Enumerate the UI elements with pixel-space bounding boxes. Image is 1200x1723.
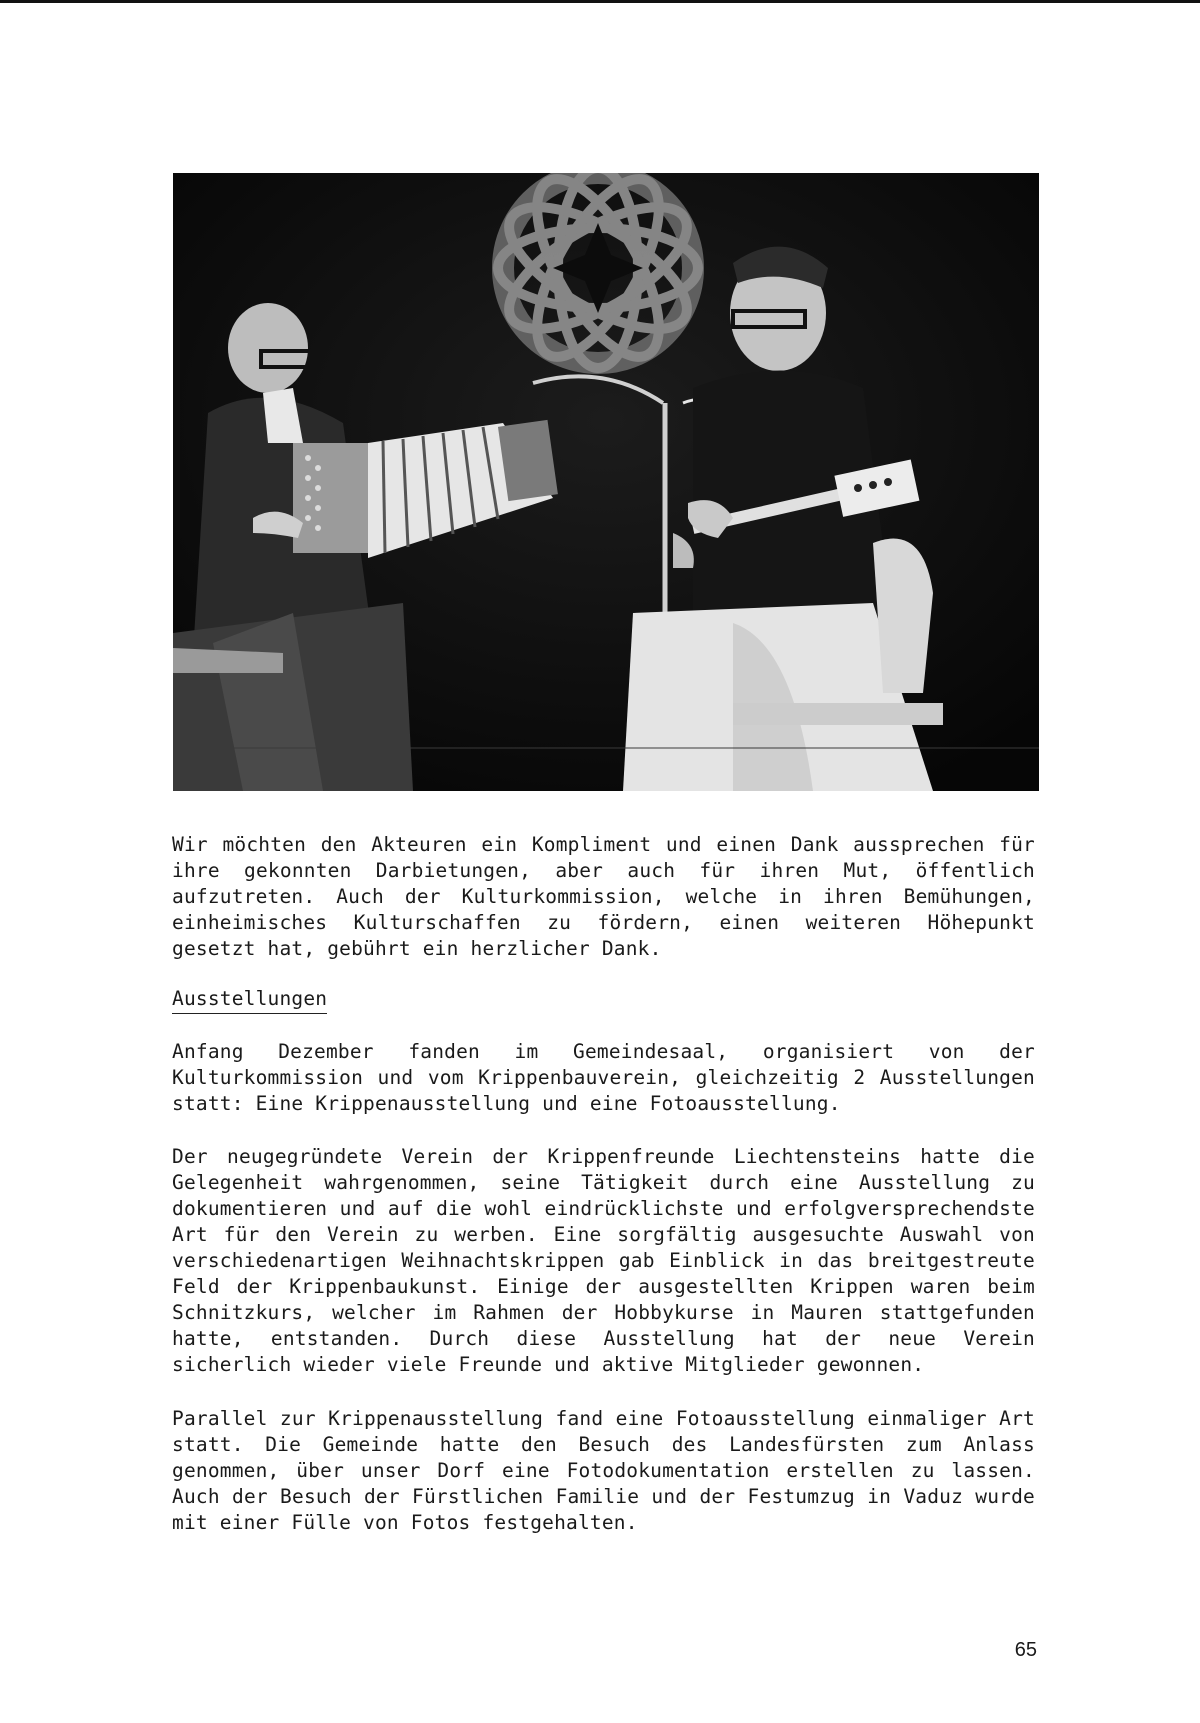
paragraph-text: Anfang Dezember fanden im Gemeindesaal, organisiert von der Kulturkommission und vom Krippenbauverein, gleichzeitig 2 Ausstellungen statt: Eine Krippenausstellung und eine Fotoausstellung. — [172, 1040, 1035, 1115]
paragraph-text: Wir möchten den Akteuren ein Kompliment und einen Dank aussprechen für ihre gekonnten Darbietungen, aber auch für ihren Mut, öffentlich aufzutreten. Auch der Kulturkommission, welche in ihren Bemühungen, einheimisches Kulturschaffen zu fördern, einen weiteren Höhepunkt gesetzt hat, gebührt ein herzlicher Dank. — [172, 833, 1035, 960]
page-number: 65 — [1014, 1639, 1037, 1661]
paragraph-text: Der neugegründete Verein der Krippenfreunde Liechtensteins hatte die Gelegenheit wahrgenommen, seine Tätigkeit durch eine Ausstellung zu dokumentieren und auf die wohl eindrücklichste und erfolgversprechendste Art für den Verein zu werben. Eine sorgfältig ausgesuchte Auswahl von verschiedenartigen Weihnachtskrippen gab Einblick in das breitgestreute Feld der Krippenbaukunst. Einige der ausgestellten Krippen waren beim Schnitzkurs, welcher im Rahmen der Hobbykurse in Mauren stattgefunden hatte, entstanden. Durch diese Ausstellung hat der neue Verein sicherlich wieder viele Freunde und aktive Mitglieder gewonnen. — [172, 1145, 1035, 1376]
paragraph-photo-exhibition — [172, 1406, 1035, 1536]
paragraph-thanks — [172, 832, 1035, 962]
paragraph-exhibitions-intro — [172, 1039, 1035, 1117]
heading-ausstellungen: Ausstellungen — [172, 986, 327, 1014]
section-heading — [172, 986, 1035, 1014]
musicians-photo — [173, 173, 1039, 791]
top-border-rule — [0, 0, 1200, 3]
paragraph-text: Parallel zur Krippenausstellung fand eine Fotoausstellung einmaliger Art statt. Die Gemeinde hatte den Besuch des Landesfürsten zum Anlass genommen, über unser Dorf eine Fotodokumentation erstellen zu lassen. Auch der Besuch der Fürstlichen Familie und der Festumzug in Vaduz wurde mit einer Fülle von Fotos festgehalten. — [172, 1407, 1035, 1534]
paragraph-crib-association — [172, 1144, 1035, 1378]
photo-illustration — [173, 173, 1039, 791]
